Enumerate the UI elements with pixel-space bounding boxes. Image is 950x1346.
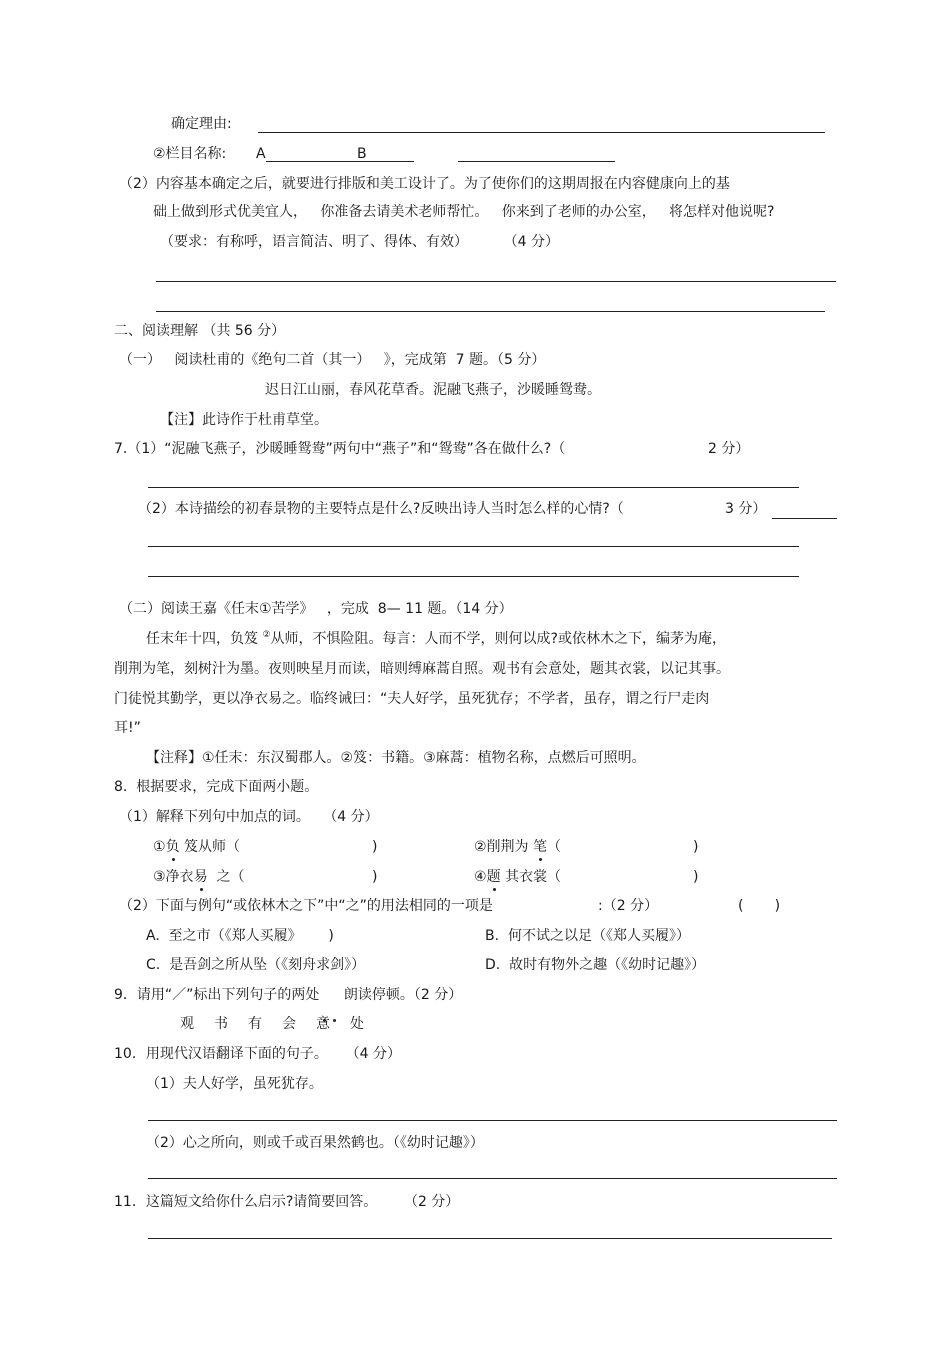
passage-line3: 门徒悦其勤学，更以净衣易之。临终诫曰：“夫人好学，虽死犹存；不学者，虽存，谓之行尸走肉 (114, 691, 710, 707)
answer-line[interactable] (258, 132, 825, 133)
q9-char[interactable]: 观 (180, 1016, 194, 1032)
q10-s1: （1）夫人好学，虽死犹存。 (146, 1076, 323, 1092)
option-a: A. 至之市（《郑人买履》 ) (146, 928, 334, 944)
answer-paren[interactable]: ( ) (738, 898, 781, 914)
q8-part1: （1）解释下列句中加点的词。 （4 分） (119, 809, 379, 825)
q11-stem: 11．这篇短文给你什么启示?请简要回答。 （2 分） (114, 1194, 460, 1210)
answer-line[interactable] (148, 546, 799, 547)
close-paren: ) (693, 869, 699, 885)
q8-part2: （2）下面与例句“或依林木之下”中“之”的用法相同的一项是 (119, 898, 493, 914)
dotted-word: 题 (487, 869, 501, 885)
q8-part2-score: :（2 分） (598, 898, 659, 914)
word-item-1: ①负 笈从师（ (153, 838, 240, 856)
column-a-label: A (256, 146, 266, 162)
word-item-2: ②削荆为 笔 （ (474, 838, 561, 856)
dotted-word: 易 (194, 869, 208, 885)
q7-part1: 7.（1）“泥融飞燕子，沙暖睡鸳鸯”两句中“燕子”和“鸳鸯”各在做什么?（ (114, 441, 566, 457)
q7-part2: （2）本诗描绘的初春景物的主要特点是什么?反映出诗人当时怎么样的心情?（ (138, 501, 624, 517)
q10-stem: 10．用现代汉语翻译下面的句子。 （4 分） (114, 1046, 401, 1062)
q7-part2-score: 3 分） (725, 501, 767, 517)
dotted-word: 笔 (533, 839, 547, 855)
word-item-4: ④题 其衣裳（ (474, 868, 561, 886)
answer-line[interactable] (148, 1120, 837, 1121)
passage-line4: 耳!” (114, 720, 141, 736)
sub2-title: （二）阅读王嘉《任末①苦学》 ，完成 8— 11 题。（14 分） (119, 601, 513, 617)
q6-part2-line3: （要求：有称呼，语言简洁、明了、得体、有效） （4 分） (160, 234, 559, 250)
answer-line[interactable] (148, 1178, 837, 1179)
sub1-title: （一） 阅读杜甫的《绝句二首（其一） 》，完成第 7 题。（5 分） (119, 352, 546, 368)
answer-line[interactable] (148, 1238, 832, 1239)
q9-char[interactable]: 处 (350, 1016, 364, 1032)
option-c: C. 是吾剑之所从坠（《刻舟求剑》） (146, 957, 366, 973)
footnote-marker: ② (262, 630, 271, 640)
q10-s2: （2）心之所向，则或千或百果然鹤也。（《幼时记趣》） (146, 1135, 484, 1151)
close-paren: ) (372, 839, 378, 855)
close-paren: ) (693, 839, 699, 855)
answer-line[interactable] (156, 311, 825, 312)
section2-title: 二、阅读理解 （共 56 分） (114, 323, 286, 339)
poem-note: 【注】此诗作于杜甫草堂。 (160, 412, 328, 428)
answer-line[interactable] (156, 281, 836, 282)
passage-notes: 【注释】①任末：东汉蜀郡人。②笈：书籍。③麻蒿：植物名称，点燃后可照明。 (146, 750, 646, 766)
answer-line[interactable] (148, 487, 799, 488)
q8-stem: 8. 根据要求，完成下面两小题。 (114, 779, 319, 795)
q9-char[interactable]: 意 (316, 1016, 330, 1032)
passage-line1: 任末年十四，负笈 ②从师，不惧险阻。每言：人而不学，则何以成?或依林木之下，编茅为庵， (146, 630, 726, 647)
column-b-line[interactable] (458, 161, 615, 162)
option-b: B. 何不试之以足（《郑人买履》） (485, 928, 690, 944)
q9-char[interactable]: 会 (282, 1016, 296, 1032)
q9-char[interactable]: 书 (214, 1016, 228, 1032)
option-d: D. 故时有物外之趣（《幼时记趣》） (485, 957, 706, 973)
reason-label: 确定理由: (171, 116, 232, 132)
q6-part2-line2: 础上做到形式优美宜人， 你准备去请美术老师帮忙。 你来到了老师的办公室， 将怎样对他说呢? (153, 204, 775, 220)
column-label: ②栏目名称: (153, 146, 227, 162)
answer-line[interactable] (772, 518, 837, 519)
passage-line2: 削荆为笔，刻树汁为墨。夜则映星月而读，暗则缚麻蒿自照。观书有会意处，题其衣裳，以记其事。 (114, 661, 730, 677)
close-paren: ) (372, 869, 378, 885)
poem: 迟日江山丽，春风花草香。泥融飞燕子，沙暖睡鸳鸯。 (265, 382, 601, 398)
column-a-line[interactable] (266, 161, 414, 162)
word-item-3: ③净衣易 之（ (153, 868, 244, 886)
answer-line[interactable] (148, 576, 799, 577)
q9-char[interactable]: 有 (248, 1016, 262, 1032)
q7-part1-score: 2 分） (708, 441, 750, 457)
column-b-label: B (357, 146, 367, 162)
q6-part2-line1: （2）内容基本确定之后，就要进行排版和美工设计了。为了使你们的这期周报在内容健康向上的基 (119, 176, 730, 192)
q9-stem: 9．请用“／”标出下列句子的两处 朗读停顿。（2 分） (114, 986, 462, 1004)
dotted-word: 负 (166, 839, 180, 855)
